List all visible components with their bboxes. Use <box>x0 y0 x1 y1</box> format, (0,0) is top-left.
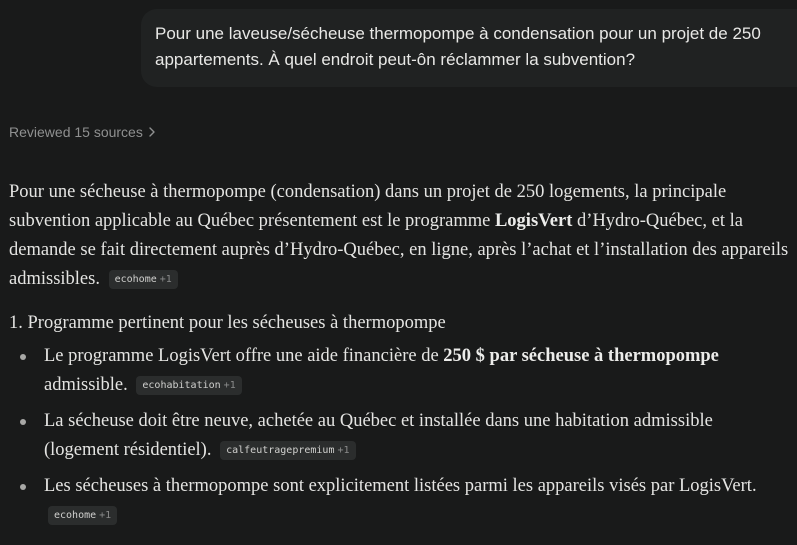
bullet-text: Le programme LogisVert offre une aide financière de <box>44 346 444 366</box>
citation-extra-count: +1 <box>223 380 236 391</box>
bullet-text: Les sécheuses à thermopompe sont explicitement listées parmi les appareils visés par LogisVert. <box>44 476 757 496</box>
bullet-list <box>9 342 789 537</box>
intro-bold-text: LogisVert <box>494 211 573 231</box>
citation-source: calfeutragepremium <box>226 445 335 456</box>
user-message-text: Pour une laveuse/sécheuse thermopompe à condensation pour un projet de 250 appartements. À quel endroit peut-ôn réclammer la subvention? <box>155 24 761 69</box>
citation-extra-count: +1 <box>159 274 172 285</box>
chevron-right-icon <box>148 126 156 138</box>
list-item <box>9 342 789 400</box>
citation-extra-count: +1 <box>99 510 112 521</box>
citation-source: ecohome <box>54 510 97 521</box>
answer-intro-paragraph <box>9 178 789 294</box>
citation-chip[interactable] <box>220 441 355 460</box>
bullet-text: La sécheuse doit être neuve, achetée au Québec et installée dans une habitation admissible (logement résidentiel). <box>44 411 713 460</box>
bullet-text-end: admissible. <box>44 375 128 395</box>
list-item <box>9 407 789 465</box>
citation-chip[interactable] <box>109 270 178 289</box>
citation-source: ecohabitation <box>142 380 221 391</box>
user-message-bubble <box>141 9 797 87</box>
list-item <box>9 472 789 530</box>
citation-source: ecohome <box>114 274 157 285</box>
citation-extra-count: +1 <box>337 445 350 456</box>
citation-chip[interactable] <box>136 376 241 395</box>
citation-chip[interactable] <box>48 506 117 525</box>
reviewed-sources-toggle[interactable] <box>9 124 156 140</box>
reviewed-sources-label: Reviewed 15 sources <box>9 124 143 140</box>
assistant-answer <box>9 178 789 521</box>
intro-text: Pour une sécheuse à thermopompe (condensation) dans un projet de 250 logements, la principale subvention applicable au Québec présentement est le programme <box>9 182 727 231</box>
intro-text-end: d’Hydro-Québec, et la demande se fait directement auprès d’Hydro-Québec, en ligne, après l’achat et l’installation des appareils admissibles. <box>9 211 789 289</box>
section-heading: 1. Programme pertinent pour les sécheuses à thermopompe <box>9 313 446 333</box>
bullet-bold-text: 250 $ par sécheuse à thermopompe <box>443 346 719 366</box>
